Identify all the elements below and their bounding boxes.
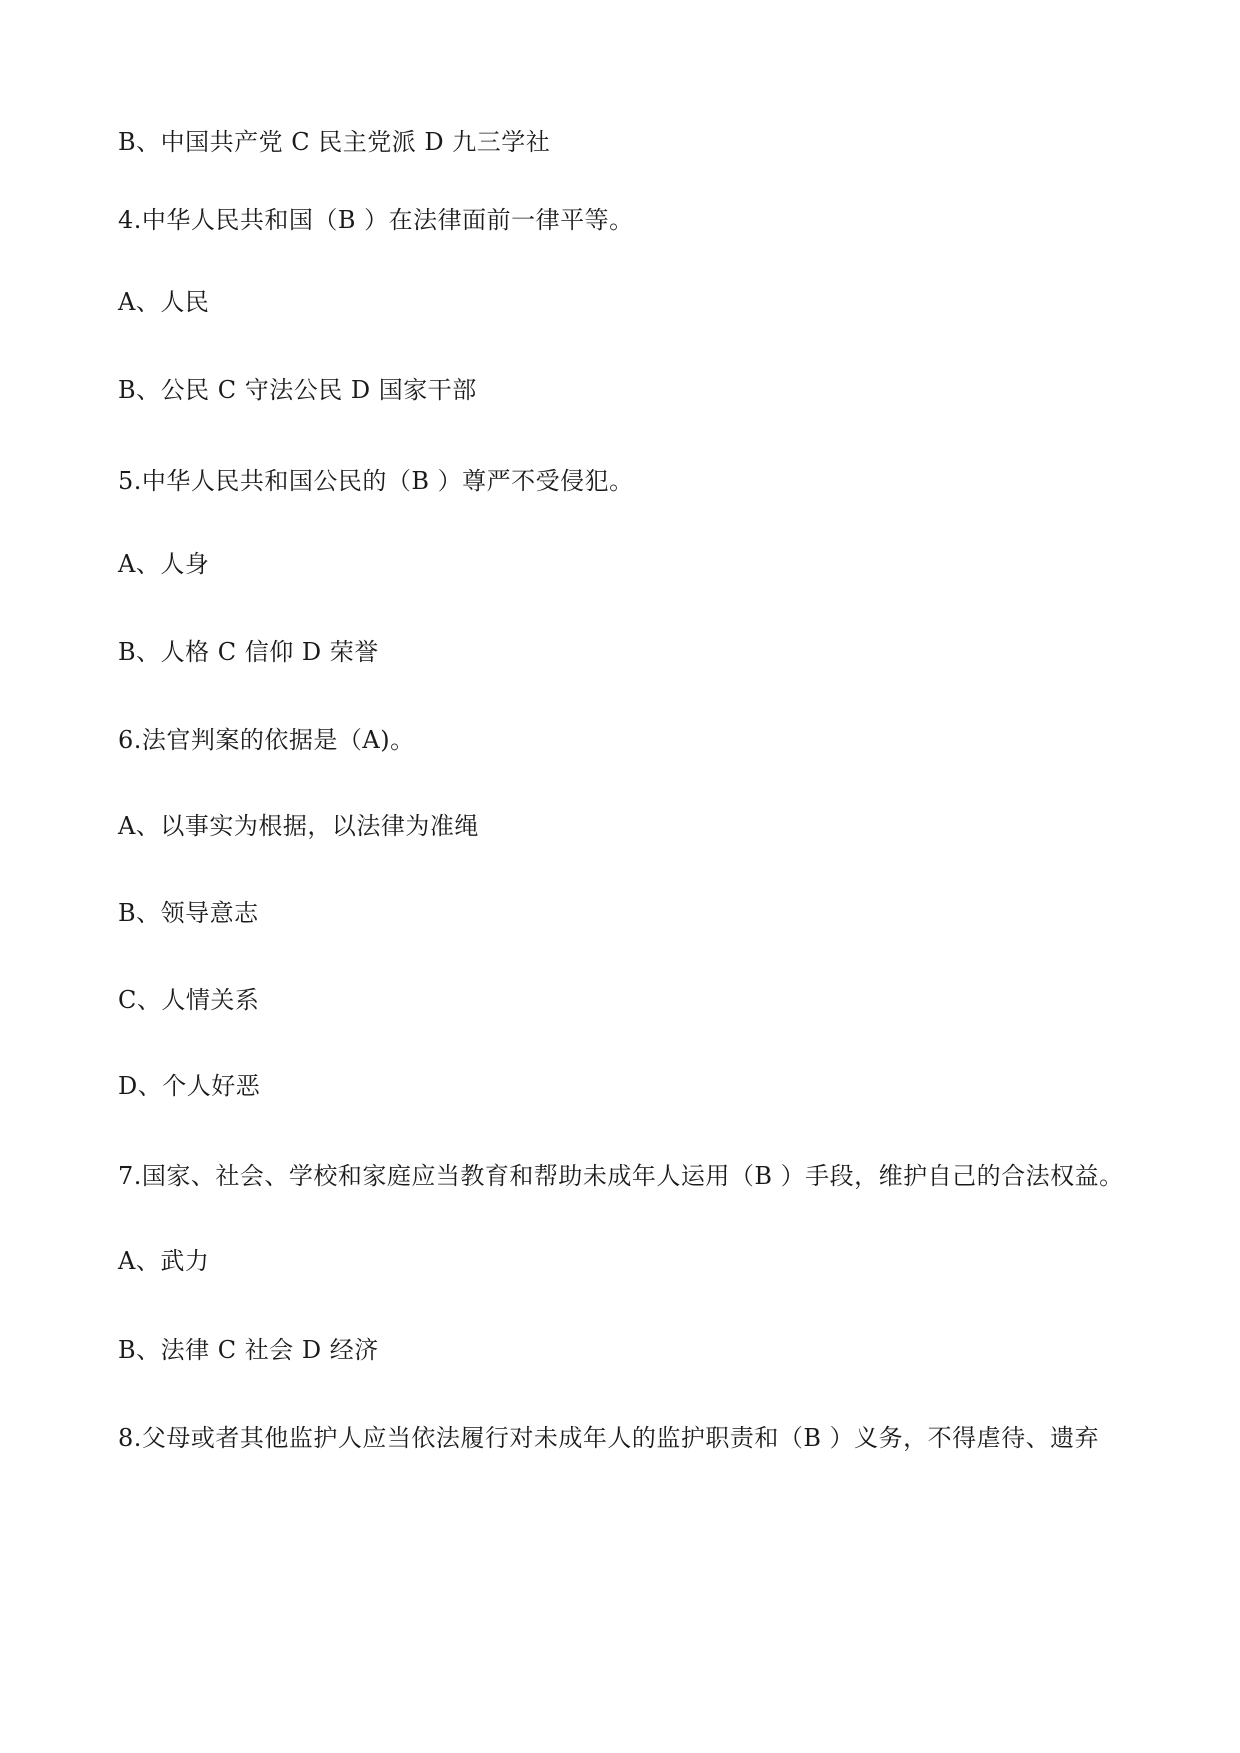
option-line-q4-a: A、人民 xyxy=(118,288,210,316)
option-line-q7-bcd: B、法律 C 社会 D 经济 xyxy=(118,1336,379,1364)
option-line-q7-a: A、武力 xyxy=(118,1247,210,1275)
question-8: 8.父母或者其他监护人应当依法履行对未成年人的监护职责和（B ）义务，不得虐待、遗弃 xyxy=(118,1424,1100,1452)
question-7: 7.国家、社会、学校和家庭应当教育和帮助未成年人运用（B ）手段，维护自己的合法权益。 xyxy=(118,1162,1124,1190)
option-line-q3-bcd: B、中国共产党 C 民主党派 D 九三学社 xyxy=(118,128,551,156)
option-line-q5-bcd: B、人格 C 信仰 D 荣誉 xyxy=(118,638,379,666)
question-6: 6.法官判案的依据是（A)。 xyxy=(118,726,415,754)
option-line-q6-d: D、个人好恶 xyxy=(118,1072,261,1100)
option-line-q4-bcd: B、公民 C 守法公民 D 国家干部 xyxy=(118,376,477,404)
question-4: 4.中华人民共和国（B ）在法律面前一律平等。 xyxy=(118,206,634,234)
option-line-q6-a: A、以事实为根据，以法律为准绳 xyxy=(118,812,479,840)
option-line-q6-b: B、领导意志 xyxy=(118,899,259,927)
option-line-q5-a: A、人身 xyxy=(118,550,210,578)
option-line-q6-c: C、人情关系 xyxy=(118,986,260,1014)
question-5: 5.中华人民共和国公民的（B ）尊严不受侵犯。 xyxy=(118,467,634,495)
